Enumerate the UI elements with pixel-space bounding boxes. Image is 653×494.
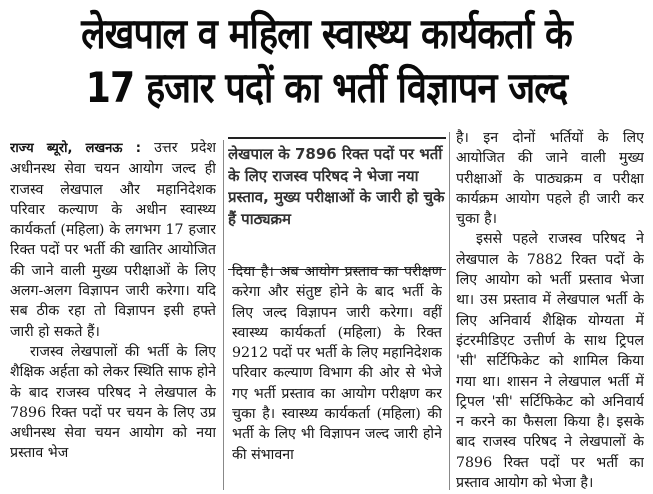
column-divider	[449, 132, 450, 490]
article-column-3	[456, 128, 644, 490]
headline-line-1: लेखपाल व महिला स्वास्थ्य कार्यकर्ता के	[81, 9, 572, 58]
article-column-2	[232, 262, 442, 490]
byline: राज्य ब्यूरो, लखनऊ :	[10, 141, 141, 156]
paragraph: है। इन दोनों भर्तियों के लिए आयोजित की जाने वाली मुख्य परीक्षाओं के पाठ्यक्रम व परीक्षा कार्यक्रम आयोग पहले ही जारी कर चुका है।	[456, 130, 644, 228]
headline-line-2: 17 हजार पदों का भर्ती विज्ञापन जल्द	[85, 63, 568, 112]
article-column-1	[10, 138, 216, 490]
paragraph: राजस्व लेखपालों की भर्ती के लिए शैक्षिक अर्हता को लेकर स्थिति साफ होने के बाद राजस्व परिषद ने लेखपाल के 7896 रिक्त पदों पर चयन के लिए उप्र अधीनस्थ सेवा चयन आयोग को नया प्रस्ताव भेज	[10, 343, 216, 462]
column-divider	[223, 140, 224, 490]
paragraph: दिया है। अब आयोग प्रस्ताव का परीक्षण करेगा और संतुष्ट होने के बाद भर्ती के लिए जल्द विज्ञापन जारी करेगा। वहीं स्वास्थ्य कार्यकर्ता (महिला) के रिक्त 9212 पदों पर भर्ती के लिए महानिदेशक परिवार कल्याण विभाग की ओर से भेजे गए भर्ती प्रस्ताव का आयोग परीक्षण कर चुका है। स्वास्थ्य कार्यकर्ता (महिला) की भर्ती के लिए भी विज्ञापन जल्द जारी होने की संभावना	[232, 264, 442, 463]
intro-paragraph	[10, 138, 216, 342]
intro-text: उत्तर प्रदेश अधीनस्थ सेवा चयन आयोग जल्द ही राजस्व लेखपाल और महानिदेशक परिवार कल्याण के अधीन स्वास्थ्य कार्यकर्ता (महिला) के लगभग 17 हजार रिक्त पदों पर भर्ती की खातिर आयोजित की जाने वाली मुख्य परीक्षाओं के लिए अलग-अलग विज्ञापन जारी करेगा। यदि सब ठीक रहा तो विज्ञापन इसी हफ्ते जारी हो सकते हैं।	[10, 140, 216, 340]
paragraph: इससे पहले राजस्व परिषद ने लेखपाल के 7882 रिक्त पदों के लिए आयोग को भर्ती प्रस्ताव भेजा था। उस प्रस्ताव में लेखपाल भर्ती के लिए अनिवार्य शैक्षिक योग्यता में इंटरमीडिएट उत्तीर्ण के साथ ट्रिपल 'सी' सर्टिफिकेट को शामिल किया गया था। शासन ने लेखपाल भर्ती में ट्रिपल 'सी' सर्टिफिकेट को अनिवार्य न करने का फैसला किया है। इसके बाद राजस्व परिषद ने लेखपालों के 7896 रिक्त पदों पर भर्ती का प्रस्ताव आयोग को भेजा है।	[456, 231, 644, 490]
highlight-quote: लेखपाल के 7896 रिक्त पदों पर भर्ती के लिए राजस्व परिषद ने भेजा नया प्रस्ताव, मुख्य परीक्षाओं के जारी हो चुके हैं पाठ्यक्रम	[228, 137, 446, 270]
